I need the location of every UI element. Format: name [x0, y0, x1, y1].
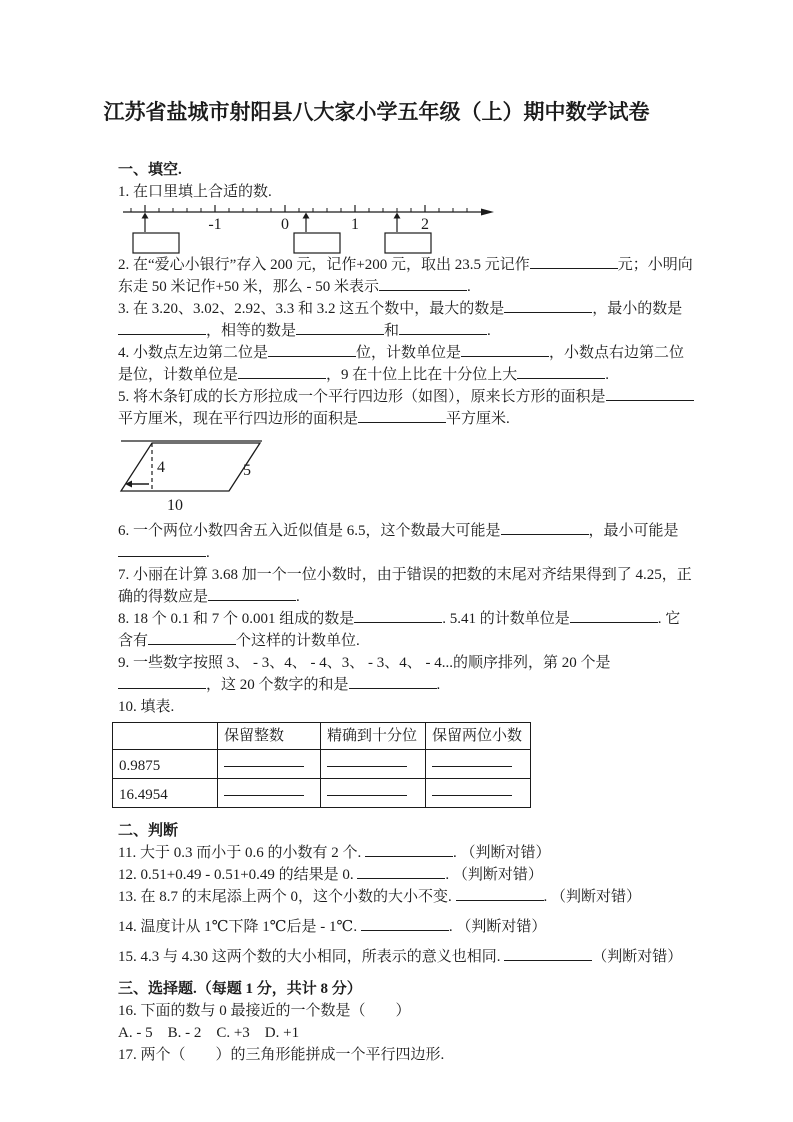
fill-in-blank [148, 630, 236, 645]
fill-in-blank [570, 608, 658, 623]
question-17: 17. 两个（ ）的三角形能拼成一个平行四边形. [118, 1047, 445, 1063]
pointer-arrow-2 [303, 213, 310, 233]
fill-in-blank [208, 586, 296, 601]
fill-in-blank [238, 364, 326, 379]
blank-cell [218, 779, 321, 808]
answer-box-2 [294, 233, 340, 253]
fill-in-blank [501, 520, 589, 535]
fill-in-blank [456, 886, 544, 901]
question-6: 6. 一个两位小数四舍五入近似值是 6.5，这个数最大可能是 ，最小可能是. [118, 520, 694, 564]
blank-cell [321, 750, 426, 779]
height-label: 4 [157, 459, 165, 476]
section-heading-fill-in: 一、填空. [118, 162, 182, 178]
question-2: 2. 在“爱心小银行”存入 200 元，记作+200 元，取出 23.5 元记作 元；小明向东走 50 米记作+50 米，那么 - 50 米表示 . [118, 254, 694, 298]
fill-in-blank [327, 754, 407, 767]
base-label: 10 [167, 497, 183, 514]
fill-in-blank [224, 783, 304, 796]
fill-in-blank [379, 276, 467, 291]
pointer-arrow-1 [142, 213, 149, 233]
value-cell: 16.4954 [113, 779, 218, 808]
pointer-arrow-3 [394, 213, 401, 233]
fill-in-blank [118, 674, 206, 689]
fill-in-blank [504, 298, 592, 313]
fill-in-blank [530, 254, 618, 269]
fill-in-blank [358, 408, 446, 423]
fill-in-blank [517, 364, 605, 379]
number-line-figure [118, 204, 503, 254]
question-15: 15. 4.3 与 4.30 这两个数的大小相同，所表示的意义也相同. （判断对错） [118, 946, 694, 968]
tick-label-0: 0 [281, 216, 289, 233]
header-cell-tenth: 精确到十分位 [321, 723, 426, 750]
question-12: 12. 0.51+0.49 - 0.51+0.49 的结果是 0. . （判断对错） [118, 864, 694, 886]
answer-box-1 [133, 233, 179, 253]
question-5: 5. 将木条钉成的长方形拉成一个平行四边形（如图），原来长方形的面积是平方厘米，现在平行四边形的面积是 平方厘米. [118, 386, 694, 430]
side-label: 5 [243, 462, 251, 479]
tick-label-2: 2 [421, 216, 429, 233]
fill-in-blank [296, 320, 384, 335]
fill-in-blank [224, 754, 304, 767]
blank-cell [321, 779, 426, 808]
question-13: 13. 在 8.7 的末尾添上两个 0，这个小数的大小不变. . （判断对错） [118, 886, 694, 908]
question-11: 11. 大于 0.3 而小于 0.6 的小数有 2 个. . （判断对错） [118, 842, 694, 864]
fill-in-blank [432, 783, 512, 796]
parallelogram-figure [119, 436, 279, 518]
page-title: 江苏省盐城市射阳县八大家小学五年级（上）期中数学试卷 [103, 100, 650, 124]
tick-label-minus1: -1 [208, 216, 222, 233]
rounding-table [112, 722, 531, 808]
section-heading-judge: 二、判断 [118, 823, 179, 839]
question-16-options: A. - 5 B. - 2 C. +3 D. +1 [118, 1025, 300, 1041]
fill-in-blank [349, 674, 437, 689]
question-1: 1. 在口里填上合适的数. [118, 184, 272, 200]
value-cell: 0.9875 [113, 750, 218, 779]
answer-box-3 [385, 233, 431, 253]
fill-in-blank [361, 916, 449, 931]
header-cell-integer: 保留整数 [218, 723, 321, 750]
fill-in-blank [118, 320, 206, 335]
question-3: 3. 在 3.20、3.02、2.92、3.3 和 3.2 这五个数中，最大的数是 ，最小的数是，相等的数是 和 . [118, 298, 694, 342]
fill-in-blank [399, 320, 487, 335]
table-header-row [113, 723, 531, 750]
fill-in-blank [268, 342, 356, 357]
fill-in-blank [118, 542, 206, 557]
content [118, 159, 694, 1066]
question-8: 8. 18 个 0.1 和 7 个 0.001 组成的数是 . 5.41 的计数单位是 . 它含有 个这样的计数单位. [118, 608, 694, 652]
tick-label-1: 1 [351, 216, 359, 233]
table-row [113, 779, 531, 808]
table-row [113, 750, 531, 779]
fill-in-blank [357, 864, 445, 879]
fill-in-blank [461, 342, 549, 357]
pull-arrow-icon [125, 481, 149, 488]
fill-in-blank [365, 842, 453, 857]
question-4: 4. 小数点左边第二位是 位，计数单位是 ，小数点右边第二位是位，计数单位是 ，9 在十位上比在十分位上大 . [118, 342, 694, 386]
blank-cell [218, 750, 321, 779]
header-cell-empty [113, 723, 218, 750]
header-cell-hundredth: 保留两位小数 [426, 723, 531, 750]
question-14: 14. 温度计从 1℃下降 1℃后是 - 1℃. . （判断对错） [118, 916, 694, 938]
fill-in-blank [606, 386, 694, 401]
section-heading-choice: 三、选择题.（每题 1 分，共计 8 分） [118, 981, 362, 997]
question-10: 10. 填表. [118, 699, 175, 715]
question-9: 9. 一些数字按照 3、 - 3、4、 - 4、3、 - 3、4、 - 4...的顺序排列，第 20 个是，这 20 个数字的和是 . [118, 655, 611, 693]
fill-in-blank [504, 946, 592, 961]
question-7: 7. 小丽在计算 3.68 加一个一位小数时，由于错误的把数的末尾对齐结果得到了 4.25，正确的得数应是 . [118, 567, 692, 605]
fill-in-blank [327, 783, 407, 796]
fill-in-blank [354, 608, 442, 623]
fill-in-blank [432, 754, 512, 767]
question-16: 16. 下面的数与 0 最接近的一个数是（ ） [118, 1003, 411, 1019]
blank-cell [426, 750, 531, 779]
axis-arrowhead-icon [481, 209, 494, 216]
blank-cell [426, 779, 531, 808]
